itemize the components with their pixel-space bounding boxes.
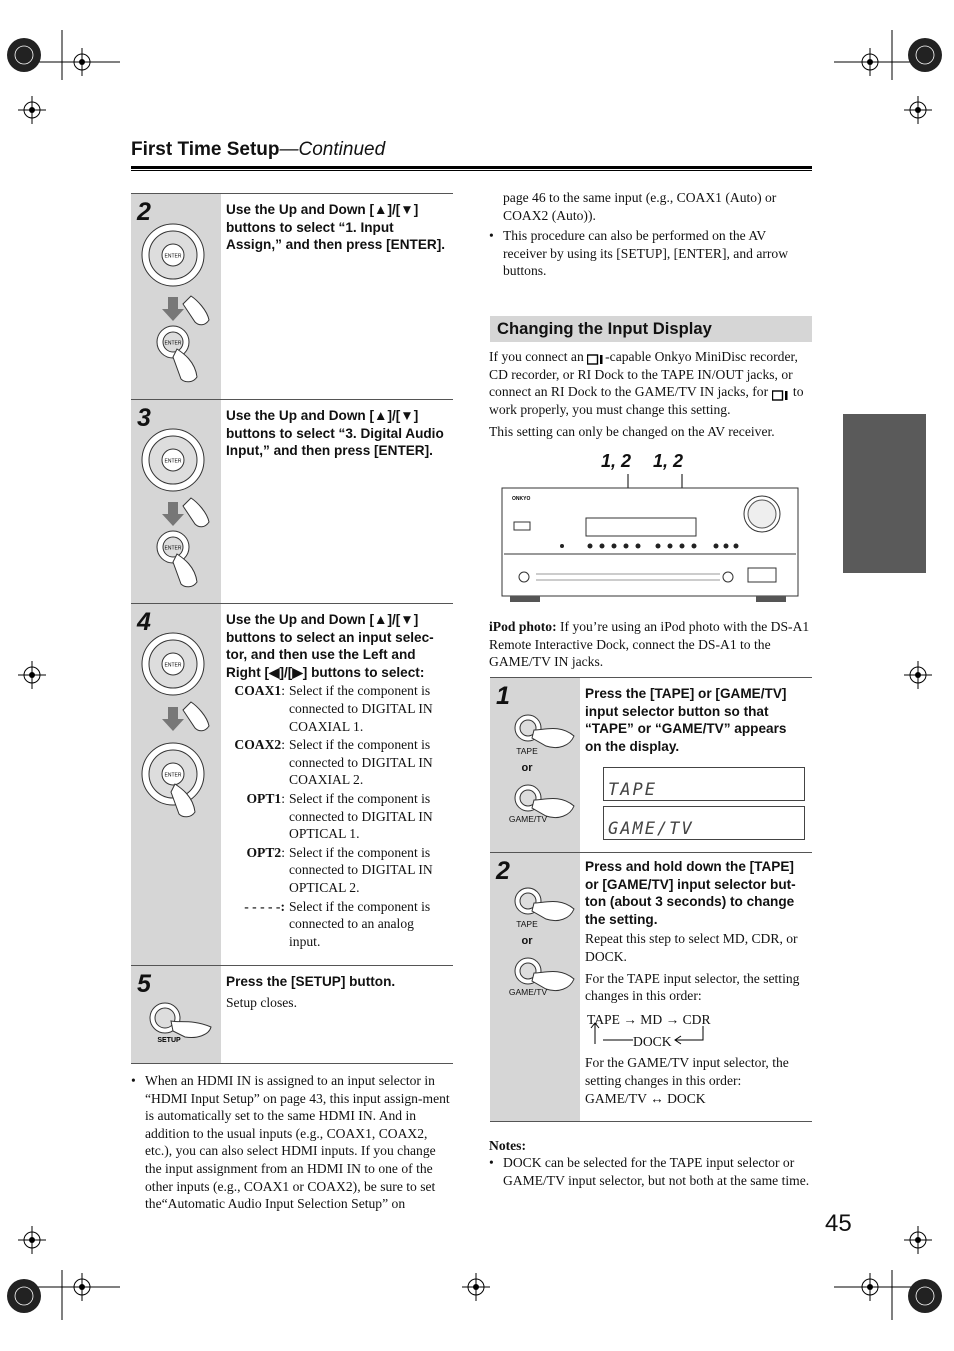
- option-opt2: OPT2: Select if the component is connected to DIGITAL IN OPTICAL 2.: [246, 844, 433, 895]
- ipod-note: iPod photo: If you’re using an iPod photo with the DS-A1 Remote Interactive Dock, connect the DS-A1 to the GAME/TV IN jacks.: [489, 619, 810, 670]
- continued-text: page 46 to the same input (e.g., COAX1 (Auto) or COAX2 (Auto)).: [503, 190, 777, 223]
- hdmi-note: • When an HDMI IN is assigned to an input selector in “HDMI Input Setup” on page 43, this input assign-ment is automatically set to the same HDMI IN. And in addition to the usual inputs (e.g., COAX1, COAX2, etc.), you can also select HDMI inputs. If you change the input assignment from an HDMI IN to one of the other inputs (e.g., COAX1 or COAX2), be sure to set the“Automatic Audio Input Selection Setup” on: [131, 1073, 450, 1212]
- step-3: 3 ENTER ENTER Use the Up and Down [▲]/[▼] buttons to select “3. Digital Audio Input,” and then press [ENTER].: [131, 400, 453, 604]
- notes-item: • DOCK can be selected for the TAPE input selector or GAME/TV input selector, but not both at the same time.: [489, 1155, 810, 1188]
- procedure-note: • This procedure can also be performed on the AV receiver by using its [SETUP], [ENTER], and arrow buttons.: [489, 228, 789, 279]
- svg-text:ONKYO: ONKYO: [512, 496, 531, 502]
- display-tape: TAPE: [603, 767, 805, 801]
- intro-paragraph: If you connect an -capable Onkyo MiniDisc recorder, CD recorder, or RI Dock to the TAPE IN/OUT jacks, or connect an RI Dock to the GAME/TV IN jacks, for to work properly, you must change this setting.: [489, 349, 804, 417]
- svg-text:ENTER: ENTER: [164, 662, 182, 669]
- right-steps: [490, 677, 812, 1122]
- ri-logo-icon: [587, 352, 605, 363]
- option-analog: - - - - -: Select if the component is connected to an analog input.: [244, 898, 431, 949]
- ri-logo-icon: [772, 388, 790, 399]
- display-gametv: GAME/TV: [603, 806, 805, 840]
- page-header: First Time Setup—Continued: [131, 139, 386, 160]
- svg-text:SETUP: SETUP: [157, 1037, 181, 1044]
- svg-text:ENTER: ENTER: [164, 340, 182, 347]
- option-opt1: OPT1: Select if the component is connected to DIGITAL IN OPTICAL 1.: [246, 790, 433, 842]
- callout-2: 1, 2: [653, 451, 684, 471]
- remote-arrows-icon: [131, 604, 221, 966]
- svg-text:ENTER: ENTER: [164, 545, 182, 552]
- section-title: Changing the Input Display: [490, 316, 812, 342]
- dock-loop: DOCK: [585, 1028, 806, 1052]
- left-steps: [131, 193, 453, 1064]
- step-5: 5 SETUP Press the [SETUP] button. Setup closes.: [131, 966, 453, 1064]
- svg-text:ENTER: ENTER: [164, 772, 182, 779]
- tape-sequence: TAPE → MD → CDR: [587, 1011, 711, 1027]
- notes-title: Notes:: [489, 1138, 526, 1153]
- option-coax1: COAX1: Select if the component is connected to DIGITAL IN COAXIAL 1.: [234, 683, 433, 734]
- gametv-sequence: GAME/TV ↔ DOCK: [585, 1090, 706, 1106]
- option-coax2: COAX2: Select if the component is connected to DIGITAL IN COAXIAL 2.: [234, 737, 433, 788]
- side-tab: [843, 414, 926, 573]
- step-2: 2 ENTER ENTER Use the Up and Down [▲]/[▼] buttons to select “1. Input Assign,” and then press [ENTER].: [131, 194, 453, 400]
- svg-text:ENTER: ENTER: [164, 253, 182, 260]
- right-step-2: 2 TAPE or GAME/TV Press and hold down the [TAPE] or [GAME/TV] input selector but-ton (about 3 seconds) to change the setting. Repeat this step to select MD, CDR, or DOCK. For the TAPE input selector, the setting changes in this order: TAPE → MD → CDR DOCK For the GAME/TV input selector, the setting changes in this order: GAME/TV ↔ DOCK: [490, 853, 812, 1122]
- callout-1: 1, 2: [601, 451, 632, 471]
- step-4: 4 ENTER ENTER Use the Up and Down [▲]/[▼] buttons to select an input selec-tor, and then use the Left and Right [◀]/[▶] buttons to select: COAX1: Select if the component is connected to DIGITAL IN COAXIAL 1. COAX2: Select if the component is connected to DIGITAL IN COAXIAL 2. OPT1: Select if the component is connected to DIGITAL IN OPTICAL 1. OPT2: Select if the component is connected to DIGITAL IN OPTICAL 2. - - - - -: Select if the component is connected to an analog input.: [131, 604, 453, 966]
- page-number: 45: [825, 1210, 852, 1237]
- svg-text:ENTER: ENTER: [164, 458, 182, 465]
- header-rule: [131, 166, 812, 169]
- av-receiver-illustration: [500, 474, 800, 609]
- right-step-1: 1 TAPE or GAME/TV Press the [TAPE] or [GAME/TV] input selector button so that “TAPE” or “GAME/TV” appears on the display. TAPE GAME/TV: [490, 678, 812, 853]
- receiver-only-text: This setting can only be changed on the AV receiver.: [489, 424, 775, 439]
